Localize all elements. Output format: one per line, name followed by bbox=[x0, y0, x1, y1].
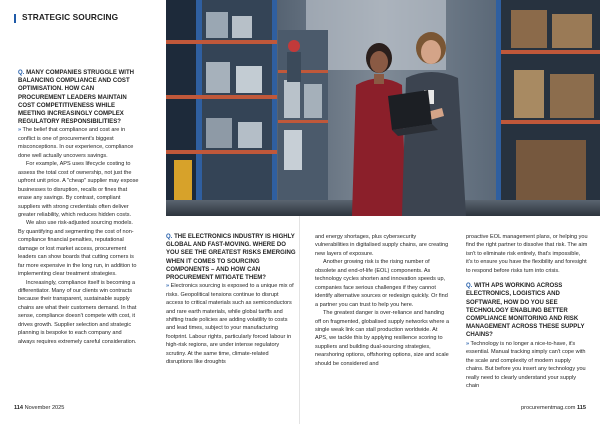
warehouse-photo bbox=[166, 0, 600, 216]
body-paragraph: Increasingly, compliance itself is becoming a differentiator. Many of our clients win contracts because their transparent, sustainable supply chains are what their customers demand. In that sense, compliance doesn't compete with cost, it drives growth. Supplier selection and strategic planning is bespoke to each company and always requires extremely careful consideration. bbox=[18, 279, 137, 345]
question-heading bbox=[18, 69, 140, 126]
answer-marker: » bbox=[466, 340, 470, 347]
question-text: MANY COMPANIES STRUGGLE WITH BALANCING COMPLIANCE AND COST OPTIMISATION. HOW CAN PROCUREMENT LEADERS MAINTAIN COST COMPETITIVENESS WHILE MEETING INCREASINGLY COMPLEX REGULATORY RESPONSIBILITIES? bbox=[18, 70, 135, 126]
question-marker: Q. bbox=[18, 70, 25, 76]
answer-text: The belief that compliance and cost are in conflict is one of procurement's biggest misconceptions. In our experience, compliance done well actually uncovers savings. bbox=[18, 127, 134, 159]
answer-paragraph bbox=[466, 340, 588, 391]
answer-paragraph bbox=[166, 282, 296, 367]
body-paragraph: We also use risk-adjusted sourcing models. By quantifying and segmenting the cost of non-compliance financial penalties, reputational damage or lost market access, procurement leaders can show boards that cutting corners is far more expensive in the long run, in addition to implementing clear treatment strategies. bbox=[18, 220, 137, 278]
section-label: STRATEGIC SOURCING bbox=[22, 12, 119, 22]
site-link[interactable]: procurementmag.com bbox=[521, 405, 576, 411]
answer-text: Technology is no longer a nice-to-have, it's essential. Manual tracking simply can't cope with the scale and complexity of modern supply chains. But before you insert any technology you really need to clearly understand your supply chain bbox=[466, 340, 586, 389]
body-paragraph: Another growing risk is the rising number of obsolete and end-of-life (EOL) components. As technology cycles shorten and innovation speeds up, companies face serious challenges if they cannot identify alternative sources or redesign quickly. Or find a partner you can trust to help you here. bbox=[315, 259, 448, 308]
page-number: 115 bbox=[576, 405, 586, 411]
body-paragraph: and energy shortages, plus cybersecurity vulnerabilities in digitalised supply chains, are creating new layers of exposure. bbox=[315, 234, 449, 257]
question-heading bbox=[166, 233, 296, 282]
column-2 bbox=[166, 233, 296, 367]
question-text: WITH APS WORKING ACROSS ELECTRONICS, LOGISTICS AND SOFTWARE, HOW DO YOU SEE TECHNOLOGY ENABLING BETTER COMPLIANCE MONITORING AND RISK MANAGEMENT ACROSS THESE SUPPLY CHAINS? bbox=[466, 283, 585, 339]
question-marker: Q. bbox=[166, 234, 173, 240]
body-paragraph: proactive EOL management plans, or helping you find the right partner to dissolve that risk. The aim isn't to eliminate risk entirely, that's impossible, it's to ensure you have the flexibility and foresight to respond before risks turn into crisis. bbox=[466, 234, 588, 274]
footer-right bbox=[521, 405, 586, 411]
answer-text: Electronics sourcing is exposed to a unique mix of risks. Geopolitical tensions continue to disrupt access to critical materials such as semiconductors and rare earth materials, while global tariffs and shifting trade policies are adding volatility to costs and lead times, subject to your manufacturing footprint. Labour rights, particularly forced labour in high-risk regions, are under intense regulatory scrutiny. At the same time, climate-related disruptions like droughts bbox=[166, 283, 294, 366]
section-accent-bar bbox=[14, 14, 16, 23]
answer-marker: » bbox=[166, 283, 170, 290]
column-3 bbox=[315, 233, 450, 368]
body-paragraph: For example, APS uses lifecycle costing to assess the total cost of ownership, not just the upfront unit price. A "cheap" supplier may expose businesses to disruption, recalls or fines that erase any savings. By contrast, compliant suppliers with strong credentials often deliver greater reliability, which reduces hidden costs. bbox=[18, 161, 139, 218]
footer-left bbox=[14, 405, 64, 411]
question-text: THE ELECTRONICS INDUSTRY IS HIGHLY GLOBAL AND FAST-MOVING. WHERE DO YOU SEE THE GREATEST RISKS EMERGING WHEN IT COMES TO SOURCING COMPONENTS – AND HOW CAN PROCUREMENT MITIGATE THEM? bbox=[166, 234, 296, 282]
body-paragraph: The greatest danger is over-reliance and handing off on fragmented, globalised supply networks where a single weak link can stall production worldwide. At APS, we tackle this by applying resilience scoring to suppliers and building dual-sourcing strategies, nearshoring options, offshoring options, size and scale should be considered and bbox=[315, 310, 450, 367]
page-number: 114 bbox=[14, 405, 24, 411]
question-marker: Q. bbox=[466, 283, 473, 290]
answer-marker: » bbox=[18, 127, 22, 134]
answer-paragraph bbox=[18, 126, 140, 160]
question-heading bbox=[466, 282, 588, 339]
column-4 bbox=[466, 233, 588, 390]
left-column bbox=[18, 69, 140, 346]
issue-date: November 2025 bbox=[24, 405, 65, 411]
